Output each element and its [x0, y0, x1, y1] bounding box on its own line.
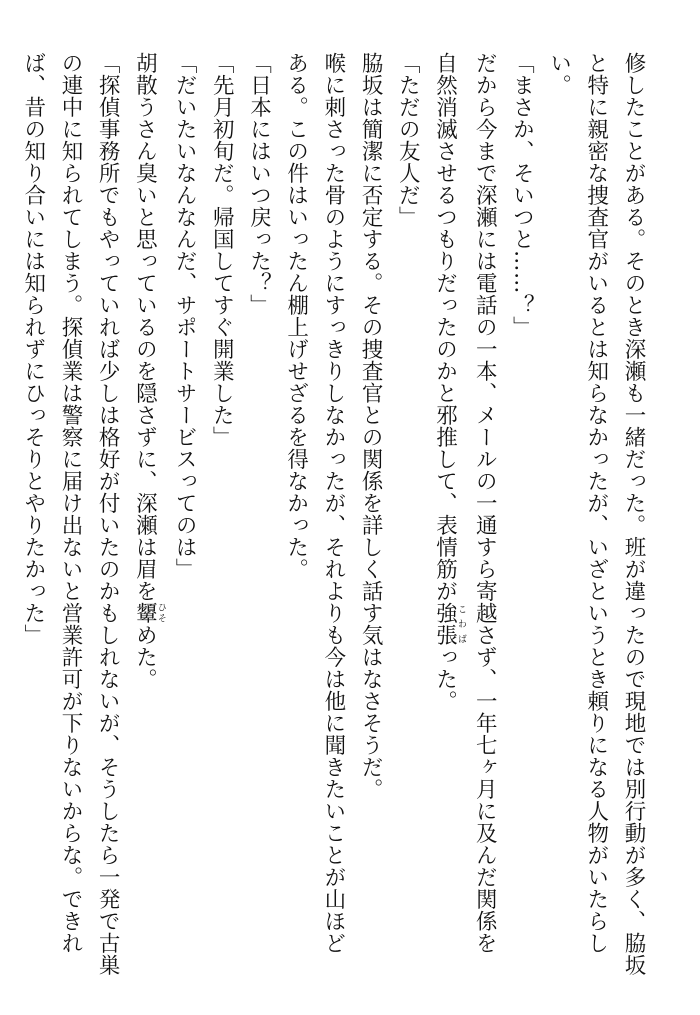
- text-column-2: と特に親密な捜査官がいるとは知らなかったが、いざというとき頼りになる人物がいたらし: [583, 52, 609, 954]
- text-column-9: 喉に刺さった骨のようにすっきりしなかったが、それよりも今は他に聞きたいことが山ほど: [320, 52, 346, 954]
- text-column-17: ば、昔の知り合いには知られずにひっそりとやりたかった」: [20, 52, 46, 646]
- text-column-14: 胡散うさん臭いと思っているのを隠さずに、深瀬は眉を顰ひそめた。: [132, 52, 166, 690]
- text-column-1: 修したことがある。そのとき深瀬も一緒だった。班が違ったので現地では別行動が多く、脇坂: [621, 52, 646, 976]
- vertical-text-body: [20, 52, 652, 976]
- text-column-6: 自然消滅させるつもりだったのかと邪推して、表情筋が強張こわばった。: [432, 52, 466, 712]
- text-column-13: 「だいたいなんなんだ、サポートサービスってのは」: [172, 52, 198, 580]
- text-column-11: 「日本にはいつ戻った？」: [246, 52, 272, 316]
- text-column-12: 「先月初旬だ。帰国してすぐ開業した」: [209, 52, 235, 448]
- ruby-hiso-inline: ひそ: [155, 602, 166, 624]
- text-column-5: だから今まで深瀬には電話の一本、メールの一通すら寄越さず、一年七ヶ月に及んだ関係を: [472, 52, 498, 954]
- text-column-15: 「探偵事務所でもやっていれば少しは格好が付いたのかもしれないが、そうしたら一発で古巣: [95, 52, 121, 976]
- ruby-kowaba-inline: こわば: [455, 602, 466, 646]
- text-column-4: 「まさか、そいつと……？」: [509, 52, 535, 338]
- text-column-16: の連中に知られてしまう。探偵業は警察に届け出ないと営業許可が下りないからな。できれ: [57, 52, 83, 954]
- text-column-10: ある。この件はいったん棚上げせざるを得なかった。: [283, 52, 309, 580]
- text-column-3: い。: [546, 52, 572, 96]
- text-column-7: 「ただの友人だ」: [395, 52, 421, 228]
- text-column-8: 脇坂は簡潔に否定する。その捜査官との関係を詳しく話す気はなさそうだ。: [358, 52, 384, 800]
